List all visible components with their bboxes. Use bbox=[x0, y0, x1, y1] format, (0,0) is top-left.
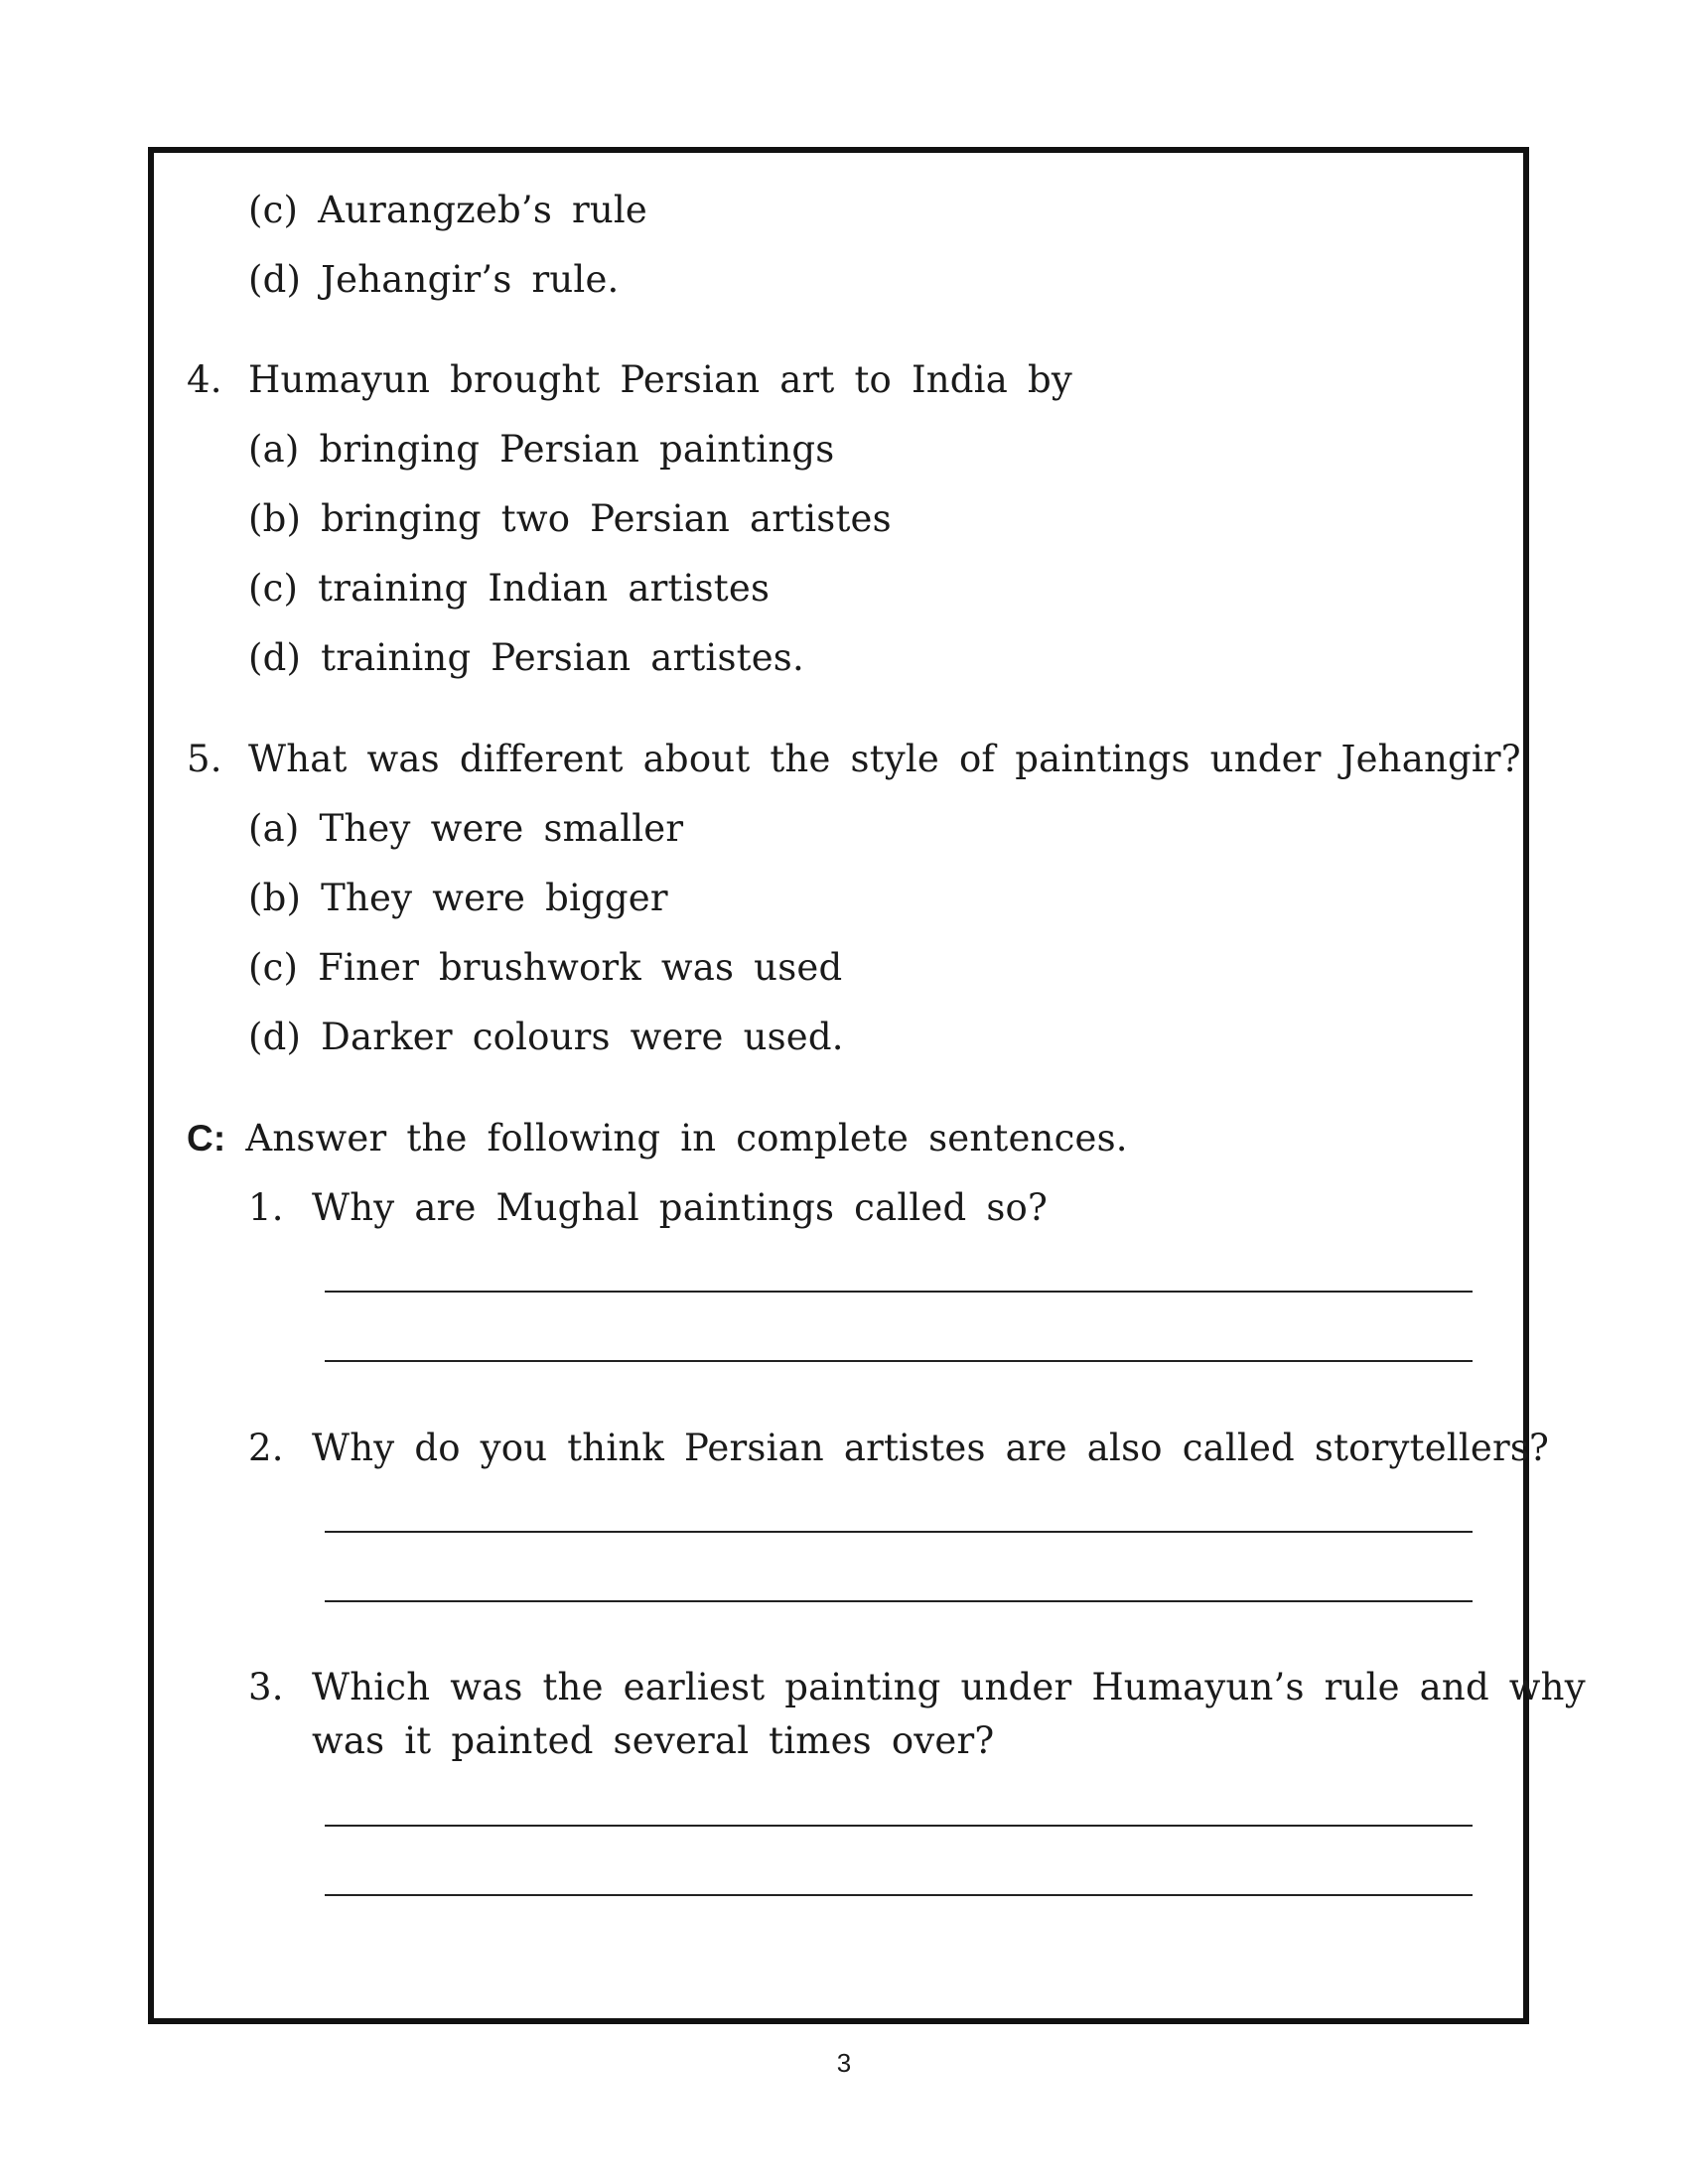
section-label: C: bbox=[187, 1118, 226, 1159]
option-text: training Indian artistes bbox=[318, 567, 771, 610]
option-label: (d) bbox=[248, 636, 302, 679]
option-label: (c) bbox=[248, 189, 299, 231]
option-text: They were smaller bbox=[319, 807, 684, 850]
section-c-question-3-continued bbox=[312, 1718, 994, 1764]
q5-option-a bbox=[248, 806, 683, 852]
q5-option-c bbox=[248, 945, 842, 991]
option-text: Darker colours were used. bbox=[321, 1016, 844, 1058]
question-5 bbox=[187, 737, 1521, 782]
answer-line[interactable] bbox=[325, 1894, 1473, 1896]
question-text: was it painted several times over? bbox=[312, 1719, 995, 1762]
q5-option-b bbox=[248, 876, 668, 921]
question-text: Why do you think Persian artistes are also called storytellers? bbox=[312, 1427, 1550, 1469]
q3-option-c bbox=[248, 188, 647, 233]
question-number: 1. bbox=[248, 1186, 284, 1229]
section-c-question-2 bbox=[248, 1426, 1549, 1471]
question-number: 3. bbox=[248, 1666, 284, 1708]
option-text: training Persian artistes. bbox=[321, 636, 804, 679]
q3-option-d bbox=[248, 257, 620, 303]
option-text: Jehangir’s rule. bbox=[321, 258, 620, 301]
q4-option-b bbox=[248, 496, 892, 542]
option-label: (d) bbox=[248, 258, 302, 301]
answer-line[interactable] bbox=[325, 1825, 1473, 1827]
section-c-question-3 bbox=[248, 1665, 1586, 1710]
question-4 bbox=[187, 357, 1072, 403]
answer-line[interactable] bbox=[325, 1360, 1473, 1362]
section-instruction: Answer the following in complete sentences. bbox=[245, 1117, 1128, 1160]
answer-line[interactable] bbox=[325, 1600, 1473, 1602]
question-text: Humayun brought Persian art to India by bbox=[248, 358, 1072, 401]
option-text: Finer brushwork was used bbox=[318, 946, 843, 989]
option-text: bringing Persian paintings bbox=[319, 428, 835, 471]
page-number: 3 bbox=[836, 2048, 852, 2078]
q4-option-a bbox=[248, 427, 834, 473]
q4-option-d bbox=[248, 635, 804, 681]
section-c-heading bbox=[187, 1116, 1128, 1161]
option-label: (a) bbox=[248, 428, 300, 471]
question-text: What was different about the style of paintings under Jehangir? bbox=[248, 738, 1521, 780]
option-label: (d) bbox=[248, 1016, 302, 1058]
question-number: 2. bbox=[248, 1427, 284, 1469]
option-label: (a) bbox=[248, 807, 300, 850]
question-text: Why are Mughal paintings called so? bbox=[312, 1186, 1049, 1229]
question-number: 4. bbox=[187, 358, 222, 401]
section-c-question-1 bbox=[248, 1185, 1048, 1231]
option-label: (b) bbox=[248, 497, 302, 540]
option-text: Aurangzeb’s rule bbox=[318, 189, 648, 231]
answer-line[interactable] bbox=[325, 1291, 1473, 1293]
option-text: They were bigger bbox=[321, 877, 668, 919]
option-label: (c) bbox=[248, 567, 299, 610]
q5-option-d bbox=[248, 1015, 844, 1060]
q4-option-c bbox=[248, 566, 770, 612]
option-label: (b) bbox=[248, 877, 302, 919]
answer-line[interactable] bbox=[325, 1531, 1473, 1533]
option-text: bringing two Persian artistes bbox=[321, 497, 892, 540]
question-text: Which was the earliest painting under Humayun’s rule and why bbox=[312, 1666, 1586, 1708]
option-label: (c) bbox=[248, 946, 299, 989]
question-number: 5. bbox=[187, 738, 222, 780]
